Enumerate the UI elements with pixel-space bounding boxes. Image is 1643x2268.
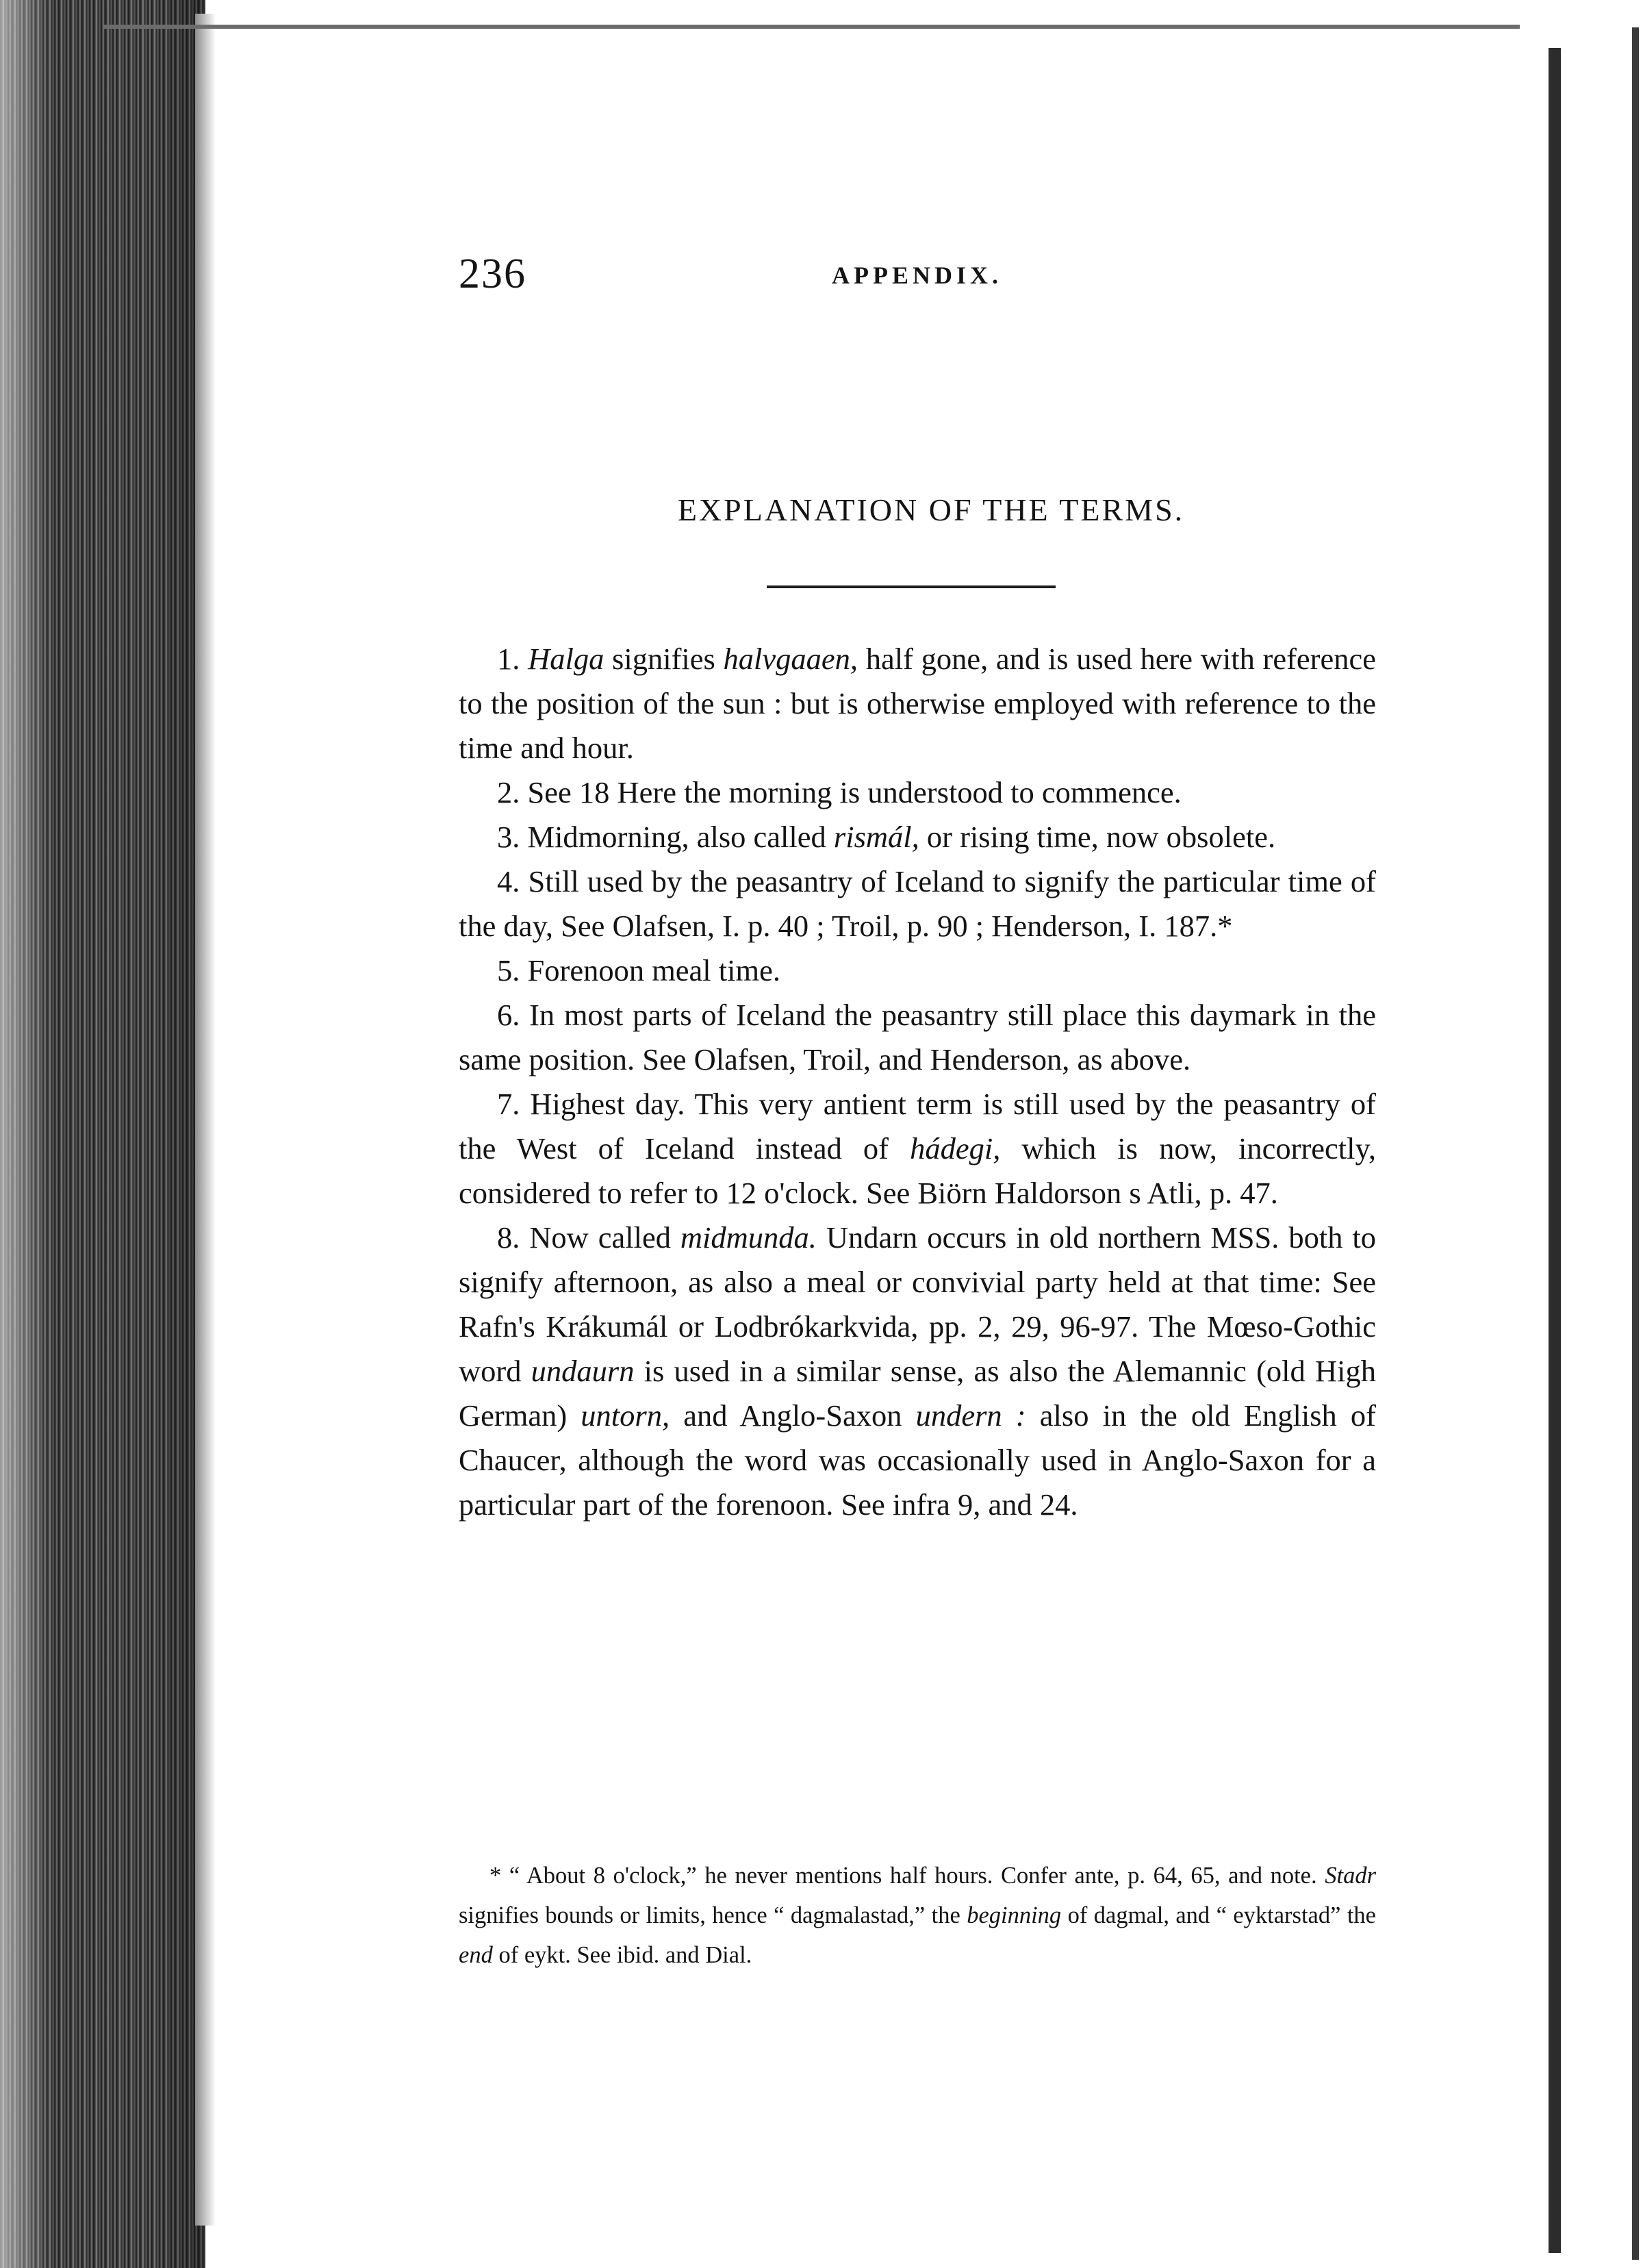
entry-text: is used in a similar sense, as also the Alemannic (old High German) [459, 1354, 1376, 1433]
entry-7 [459, 1082, 1376, 1215]
footnote [459, 1856, 1376, 1975]
entry-text: See 18 Here the morning is understood to commence. [527, 775, 1182, 809]
entry-number: 6. [497, 998, 520, 1032]
entry-text-italic: Halga [528, 642, 604, 676]
entry-text-italic: rismál, [833, 820, 919, 854]
entry-number: 4. [497, 864, 520, 898]
entry-text-italic: undern : [915, 1398, 1026, 1433]
footnote-text: of dagmal, and “ eyktarstad” the [1061, 1902, 1376, 1928]
section-title: EXPLANATION OF THE TERMS. [677, 492, 1185, 527]
entry-text: Forenoon meal time. [527, 953, 781, 987]
entry-number: 3. [497, 820, 520, 854]
footnote-text: * “ About 8 o'clock,” he never mentions half hours. Confer ante, p. 64, 65, and note. [489, 1862, 1325, 1889]
entry-text-italic: hádegi, [910, 1131, 1001, 1166]
entry-text: Highest day. This very antient term is still used by the peasantry of the West of Iceland instead of [459, 1087, 1377, 1166]
entry-number: 2. [497, 775, 520, 809]
entry-text: also in the old English of Chaucer, although the word was occasionally used in Anglo-Saxon for a particular part of the forenoon. See infra 9, and 24. [459, 1398, 1377, 1522]
entry-text: Now called [529, 1220, 680, 1255]
entry-text: Still used by the peasantry of Iceland to signify the particular time of the day, See Olafsen, I. p. 40 ; Troil, p. 90 ; Henderson, I. 187.* [459, 864, 1376, 943]
entry-3 [459, 815, 1376, 859]
entry-text-italic: undaurn [531, 1354, 635, 1388]
entry-text: Undarn occurs in old northern MSS. both to signify afternoon, as also a meal or convivial party held at that time: See Rafn's Krákumál or Lodbrókarkvida, pp. 2, 29, 96-97. The Mœso-Gothic word [459, 1220, 1376, 1388]
entry-5 [459, 948, 1376, 993]
footnote-text: of eykt. See ibid. and Dial. [492, 1941, 752, 1968]
entry-text: Midmorning, also called [527, 820, 834, 854]
footnote-text: signifies bounds or limits, hence “ dagmalastad,” the [459, 1902, 967, 1928]
entry-8 [459, 1215, 1376, 1527]
facing-page-strip [1561, 27, 1643, 2268]
entry-text-italic: midmunda. [680, 1220, 817, 1255]
page-top-edge [103, 25, 1520, 29]
facing-page-edge-line [1632, 27, 1639, 2260]
explanation-list [459, 637, 1376, 1527]
entry-text-italic: untorn, [581, 1398, 670, 1433]
footnote-text-italic: beginning [967, 1902, 1062, 1928]
entry-text-italic: halvgaaen, [723, 642, 858, 676]
entry-number: 5. [497, 953, 520, 987]
gutter-shadow [195, 14, 216, 2226]
entry-text: and Anglo-Saxon [670, 1398, 916, 1433]
title-divider-rule [767, 585, 1056, 588]
entry-6 [459, 993, 1376, 1082]
entry-text: which is now, incorrectly, considered to refer to 12 o'clock. See Biörn Haldorson s Atli, p. 47. [459, 1131, 1376, 1210]
entry-4 [459, 859, 1376, 948]
book-page [459, 247, 1377, 1968]
running-head [459, 247, 1376, 308]
right-page-edge [1549, 48, 1561, 2253]
entry-text: half gone, and is used here with reference to the position of the sun : but is otherwise employed with reference to the time and hour. [459, 642, 1377, 765]
page-number: 236 [459, 251, 526, 297]
entry-number: 1. [497, 642, 520, 676]
entry-1 [459, 637, 1376, 770]
entry-number: 8. [497, 1220, 520, 1255]
entry-number: 7. [497, 1087, 520, 1121]
running-title: APPENDIX. [832, 262, 1002, 289]
entry-text: In most parts of Iceland the peasantry still place this daymark in the same position. See Olafsen, Troil, and Henderson, as above. [459, 998, 1376, 1076]
footnote-text-italic: end [459, 1941, 493, 1968]
book-edge-shading [0, 0, 205, 2268]
entry-2 [459, 770, 1376, 815]
footnote-text-italic: Stadr [1325, 1862, 1376, 1889]
entry-text: or rising time, now obsolete. [919, 820, 1276, 854]
entry-text: signifies [604, 642, 724, 676]
